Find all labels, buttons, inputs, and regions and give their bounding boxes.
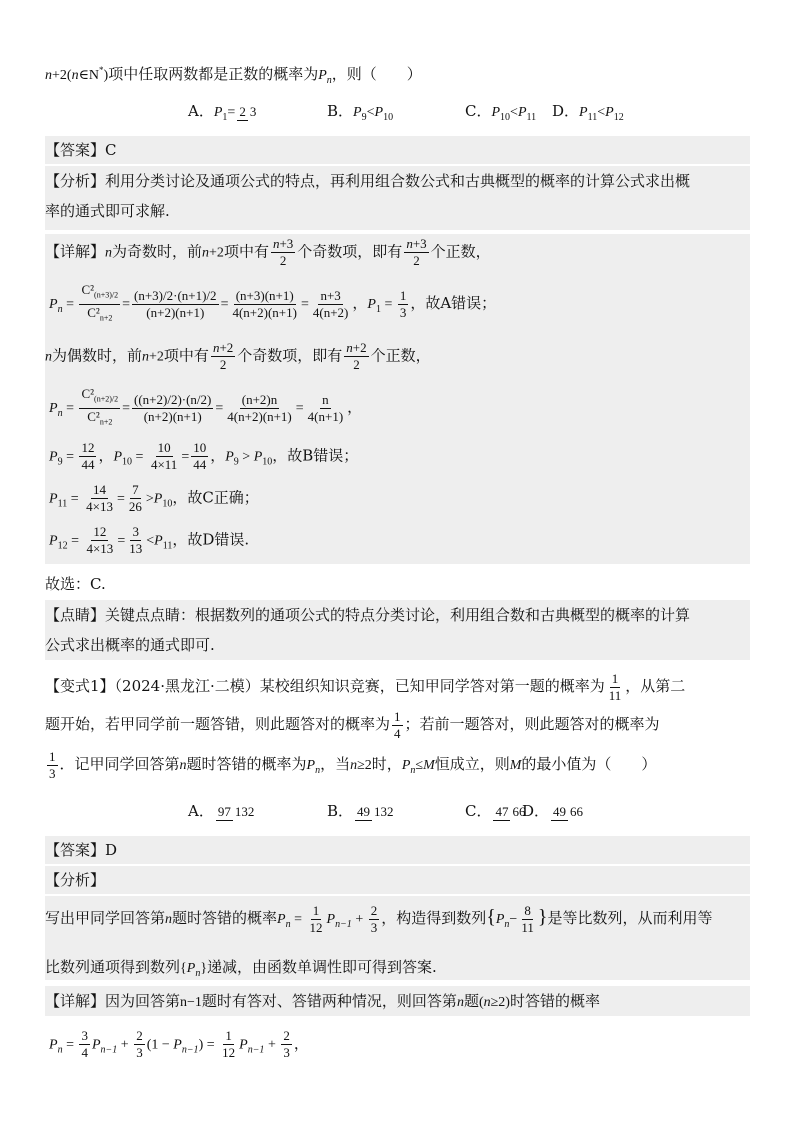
q1-detail-line-6: $P_{11}$ = $\frac{14}{4\times 13}$ = $\frac{7}{26}$ $>P_{10}$，故C正确； (49, 482, 259, 514)
q2-analysis (45, 896, 750, 980)
q2-answer: 【答案】D (45, 836, 750, 864)
q1-detail-line-5: $P_9$ = $\frac{12}{44}$ ，$P_{10}$ = $\frac{10}{4\times 11}$ = $\frac{10}{44}$ ，$P_9 > P_{10}$，故B错误； (49, 440, 359, 472)
q1-option-b: B．$P_9<P_{10}$ (327, 102, 394, 123)
q1-detail-line-1: 【详解】n为奇数时，前n+2项中有 $\frac{n+3}{2}$ 个奇数项，即有 $\frac{n+3}{2}$ 个正数， (45, 236, 491, 268)
q1-detail-line-4: $P_n$ = $\frac{C^2_{(n+2)/2}}{C^2_{n+2}}$ = $\frac{((n+2)/2)\cdot(n/2)}{(n+2)(n+1)}$ = $\frac{(n+2)n}{4(n+2)(n+1)}$ = $\frac{n}{4(n+1)}$ ， (49, 386, 363, 427)
q2-line-2: 题开始，若甲同学前一题答错，则此题答对的概率为 $\frac{1}{4}$ ；若前一题答对，则此题答对的概率为 (45, 708, 660, 741)
q2-detail-line-2: $P_n$ = $\frac{3}{4}$ $P_{n-1}$ + $\frac{2}{3}$ $(1 - P_{n-1})$ = $\frac{1}{12}$ $P_{n-1}$ + $\frac{2}{3}$ ， (49, 1028, 309, 1060)
q2-analysis-line-1: 写出甲同学回答第n题时答错的概率$P_n$ = $\frac{1}{12}$ $P_{n-1}$ + $\frac{2}{3}$ ，构造得到数列{$P_n-$ $\frac{8}{11}$ }是等比数列，从而利用等 (45, 902, 713, 935)
q1-point-line-1: 【点睛】关键点点睛：根据数列的通项公式的特点分类讨论，利用组合数和古典概型的概率的计算 (45, 606, 691, 624)
q2-option-b: B． 49 132 (327, 802, 394, 820)
q1-answer: 【答案】C (45, 136, 750, 164)
q1-option-d: D．$P_{11}<P_{12}$ (552, 102, 624, 123)
q1-detail-line-2: $P_n$ = $\frac{C^2_{(n+3)/2}}{C^2_{n+2}}$ = $\frac{(n+3)/2\cdot(n+1)/2}{(n+2)(n+1)}$ = $\frac{(n+3)(n+1)}{4(n+2)(n+1)}$ = $\frac{n+3}{4(n+2)}$ ，$P_1$ = $\frac{1}{3}$ ，故A错误； (49, 282, 497, 323)
q1-analysis-line-2: 率的通式即可求解. (45, 202, 170, 220)
q2-analysis-line-2: 比数列通项得到数列$\{P_n\}$递减，由函数单调性即可得到答案. (45, 958, 437, 979)
q2-detail-line-1: 【详解】因为回答第n−1题时有答对、答错两种情况，则回答第n题(n≥2)时答错的概率 (45, 992, 600, 1010)
q1-choice: 故选：C. (45, 575, 106, 593)
q2-detail (45, 986, 750, 1016)
q1-detail-line-7: $P_{12}$ = $\frac{12}{4\times 13}$ = $\frac{3}{13}$ $<P_{11}$，故D错误. (49, 524, 250, 556)
q1-point (45, 600, 750, 660)
q1-detail-line-3: n为偶数时，前n+2项中有 $\frac{n+2}{2}$ 个奇数项，即有 $\frac{n+2}{2}$ 个正数， (45, 340, 431, 372)
q2-analysis-title: 【分析】 (45, 866, 750, 894)
q2-option-c: C． 47 66 (465, 802, 526, 820)
q1-analysis (45, 166, 750, 230)
q1-detail (45, 234, 750, 564)
q1-option-c: C．$P_{10}<P_{11}$ (465, 102, 537, 123)
q1-analysis-line-1: 【分析】利用分类讨论及通项公式的特点，再利用组合数公式和古典概型的概率的计算公式求出概 (45, 172, 691, 190)
q2-option-d: D． 49 66 (522, 802, 584, 820)
q1-point-line-2: 公式求出概率的通式即可. (45, 636, 215, 654)
q2-line-1: 【变式1】（2024·黑龙江·二模）某校组织知识竞赛，已知甲同学答对第一题的概率为 $\frac{1}{11}$ ，从第二 (45, 670, 686, 703)
q2-question (45, 668, 750, 791)
q2-option-a: A． 97 132 (188, 802, 255, 820)
q2-line-3: $\frac{1}{3}$ ．记甲同学回答第n题时答错的概率为$P_n$，当n≥2时，$P_n\le M$恒成立，则M的最小值为（ ） (49, 748, 657, 781)
intro-line: n+2(n∈N*)项中任取两数都是正数的概率为$P_n$，则（ ） (45, 65, 422, 86)
q1-option-a: A．$P_1=2$ 3 (188, 102, 257, 123)
